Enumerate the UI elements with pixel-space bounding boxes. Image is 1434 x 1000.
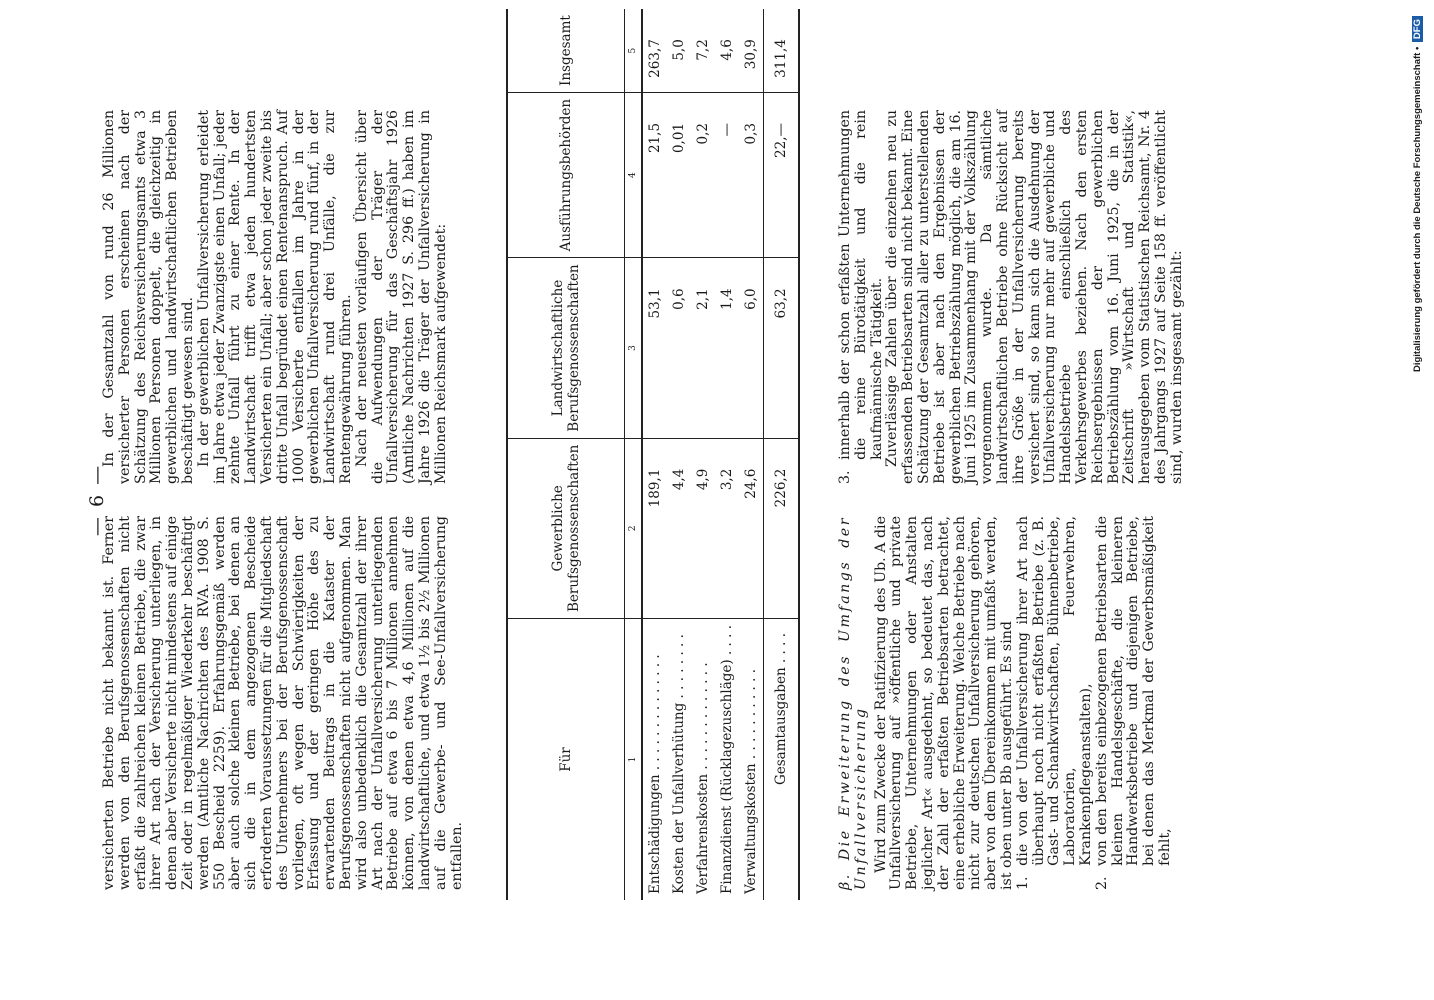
cell-commercial: 4,9	[691, 438, 715, 618]
cell-authorities: 0,01	[667, 92, 691, 257]
lower-left-column	[838, 516, 1174, 890]
left-paragraph: versicherten Betriebe nicht bekannt ist. Ferner werden von den Berufsgenossenschaften nicht erfaßt die zahlreichen kleinen Betriebe, die zwar ihrer Art nach der Versicherung unterliegen, in denen aber Versicherte nicht mindestens auf einige Zeit oder in regelmäßiger Wiederkehr beschäftigt werden (Amtliche Nachrichten des RVA. 1908 S. 550 Bescheid 2259). Erfahrungsgemäß werden aber auch solche kleinen Betriebe, bei denen an sich die in dem angezogenen Bescheide erforderten Voraussetzungen für die Mitgliedschaft des Unternehmers bei der Berufsgenossenschaft vorliegen, oft wegen der Schwierigkeiten der Erfassung und der geringen Höhe des zu erwartenden Beitrags in die Kataster der Berufsgenossenschaften nicht aufgenommen. Man wird also unbedenklich die Gesamtzahl der ihrer Art nach der Unfallversicherung unterliegenden Betriebe auf etwa 6 bis 7 Millionen annehmen können, von denen etwa 4,6 Millionen auf die landwirtschaftliche, und etwa 1½ bis 2½ Millionen auf die Gewerbe- und See-Unfallversicherung entfallen.	[101, 516, 465, 890]
column-number: 3	[625, 258, 643, 438]
list-item: 2.von den bereits einbezogenen Betriebsarten die kleinen Handelsgeschäfte, die kleineren Handwerksbetriebe und diejenigen Betriebe, bei denen das Merkmal der Gewerbsmäßigkeit fehlt,	[1093, 516, 1173, 890]
total-agricultural: 63,2	[764, 258, 800, 438]
lower-right-column	[838, 110, 1186, 484]
table-header-agricultural: Landwirtschaftliche Berufsgenossenschaften	[507, 258, 625, 438]
dfg-logo: DFG	[1412, 16, 1423, 42]
cell-agricultural: 2,1	[691, 258, 715, 438]
cell-total: 4,6	[715, 9, 739, 92]
cell-agricultural: 0,6	[667, 258, 691, 438]
section-paragraph: Wird zum Zwecke der Ratifizierung des Ub. A die Unfallversicherung auf »öffentliche und private Betriebe, Unternehmungen oder Anstalten jeglicher Art« ausgedehnt, so bedeutet das, nach der Zahl der erfaßten Betriebsarten betrachtet, eine erhebliche Erweiterung. Welche Betriebe nach nicht zur deutschen Unfallversicherung gehören, aber von dem Übereinkommen mit umfaßt werden, ist oben unter Bb ausgeführt. Es sind	[872, 516, 1015, 890]
cell-agricultural: 53,1	[642, 258, 667, 438]
table-header-authorities: Ausführungsbehörden	[507, 92, 625, 257]
cell-authorities: 21,5	[642, 92, 667, 257]
table-total-row	[764, 9, 800, 900]
row-label: Entschädigungen . . . . . . . . . . . . . .	[647, 654, 663, 894]
cell-total: 30,9	[739, 9, 764, 92]
cell-authorities: —	[715, 92, 739, 257]
table-row	[715, 9, 739, 900]
list-item: 1.die von der Unfallversicherung ihrer Art nach überhaupt noch nicht erfaßten Betriebe (z. B. Gast- und Schankwirtschaften, Bühnenbetriebe, Laboratorien, Feuerwehren, Krankenpflegeanstalten),	[1014, 516, 1094, 890]
total-overall: 311,4	[764, 9, 800, 92]
list-item: 3.innerhalb der schon erfaßten Unternehmungen die reine Bürotätigkeit und die rein kaufmännische Tätigkeit.	[837, 110, 885, 484]
cell-authorities: 0,3	[739, 92, 764, 257]
right-paragraph-1: In der Gesamtzahl von rund 26 Millionen versicherter Personen erscheinen nach der Schätzung des Reichsversicherungsamts etwa 3 Millionen Personen doppelt, die gleichzeitig in gewerblichen und landwirtschaftlichen Betrieben beschäftigt gewesen sind.	[101, 110, 196, 484]
cell-total: 5,0	[667, 9, 691, 92]
column-number: 5	[625, 9, 643, 92]
table-header-row	[507, 9, 625, 900]
footer-text: Digitalisierung gefördert durch die Deutsche Forschungsgemeinschaft •	[1412, 46, 1423, 373]
row-label: Verfahrenskosten . . . . . . . . . . . . .	[695, 662, 711, 894]
column-number: 1	[625, 619, 643, 901]
cell-agricultural: 6,0	[739, 258, 764, 438]
row-label: Kosten der Unfallverhütung . . . . . . . .	[671, 634, 687, 894]
left-column	[102, 516, 465, 890]
cell-commercial: 3,2	[715, 438, 739, 618]
row-label: Verwaltungskosten . . . . . . . . . . .	[743, 668, 759, 894]
cell-total: 263,7	[642, 9, 667, 92]
table-header-for: Für	[507, 619, 625, 901]
right-paragraph-2: In der gewerblichen Unfallversicherung erleidet im Jahre etwa jeder Zwanzigste einen Unfall; jeder zehnte Unfall führt zu einer Rente. In der Landwirtschaft trifft etwa jeden hundertsten Versicherten ein Unfall; aber schon jeder zweite bis dritte Unfall begründet einen Rentenanspruch. Auf 1000 Versicherte entfallen im Jahre in der gewerblichen Unfallversicherung rund fünf, in der Landwirtschaft rund drei Unfälle, die zur Rentengewährung führen.	[195, 110, 354, 484]
table-header-commercial: Gewerbliche Berufsgenossenschaften	[507, 438, 625, 618]
cell-commercial: 4,4	[667, 438, 691, 618]
section-heading: β. Die Erweiterung des Umfangs der Unfallversicherung	[837, 516, 869, 890]
table-row	[739, 9, 764, 900]
cell-commercial: 24,6	[739, 438, 764, 618]
total-label: Gesamtausgaben . . . .	[764, 619, 800, 901]
total-commercial: 226,2	[764, 438, 800, 618]
lower-right-paragraph: Zuverlässige Zahlen über die einzelnen neu zu erfassenden Betriebsarten sind nicht bekannt. Eine Schätzung der Gesamtzahl aller zu unterstellenden Betriebe ist aber nach den Ergebnissen der gewerblichen Betriebszählung möglich, die am 16. Juni 1925 im Zusammenhang mit der Volkszählung vorgenommen wurde. Da sämtliche landwirtschaftlichen Betriebe ohne Rücksicht auf ihre Größe in der Unfallversicherung bereits versichert sind, so kann sich die Ausdehnung der Unfallversicherung nur mehr auf gewerbliche und Handelsbetriebe einschließlich des Verkehrsgewerbes beziehen. Nach den ersten Reichsergebnissen der gewerblichen Betriebszählung vom 16. Juni 1925, die in der Zeitschrift »Wirtschaft und Statistik«, herausgegeben vom Statistischen Reichsamt, Nr. 4 des Jahrgangs 1927 auf Seite 158 ff. veröffentlicht sind, wurden insgesamt gezählt:	[884, 110, 1185, 484]
table-row	[642, 9, 667, 900]
column-number: 4	[625, 92, 643, 257]
page-number: — 6 —	[86, 463, 108, 537]
right-column	[102, 110, 450, 484]
right-paragraph-3: Nach der neuesten vorläufigen Übersicht über die Aufwendungen der Träger der Unfallversicherung für das Geschäftsjahr 1926 (Amtliche Nachrichten 1927 S. 296 ff.) haben im Jahre 1926 die Träger der Unfallversicherung in Millionen Reichsmark aufgewendet:	[353, 110, 449, 484]
table-row	[667, 9, 691, 900]
table-row	[691, 9, 715, 900]
table-header-total: Insgesamt	[507, 9, 625, 92]
total-authorities: 22,—	[764, 92, 800, 257]
expenditure-table	[506, 9, 800, 900]
cell-authorities: 0,2	[691, 92, 715, 257]
row-label: Finanzdienst (Rücklagezuschläge) . . . .	[719, 625, 735, 894]
cell-commercial: 189,1	[642, 438, 667, 618]
column-number: 2	[625, 438, 643, 618]
table-column-number-row	[625, 9, 643, 900]
cell-agricultural: 1,4	[715, 258, 739, 438]
digitization-footer	[1412, 0, 1423, 1000]
cell-total: 7,2	[691, 9, 715, 92]
